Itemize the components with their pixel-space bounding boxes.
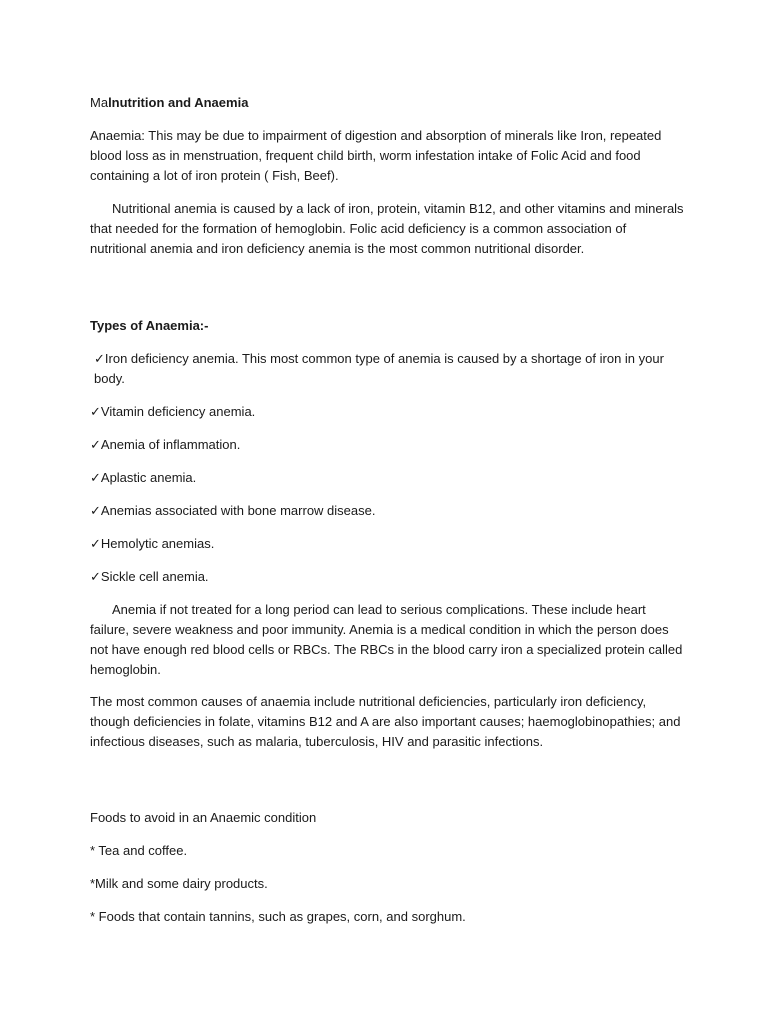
list-item: ✓Aplastic anemia. (90, 469, 197, 485)
title-rest: lnutrition and Anaemia (108, 95, 249, 110)
list-item: ✓Vitamin deficiency anemia. (90, 403, 256, 419)
causes-paragraph: The most common causes of anaemia include nutritional deficiencies, particularly iron deficiency, though deficiencies in folate, vitamins B12 and A are also important causes; haemoglobinopathies; and infectious diseases, such as malaria, tuberculosis, HIV and parasitic infections. (90, 694, 681, 749)
list-item: ✓Sickle cell anemia. (90, 568, 209, 584)
complications-paragraph: Anemia if not treated for a long period can lead to serious complications. These include heart failure, severe weakness and poor immunity. Anemia is a medical condition in which the person does not have enough red blood cells or RBCs. The RBCs in the blood carry iron a specialized protein called hemoglobin. (90, 601, 683, 677)
document-page (90, 93, 686, 940)
list-item: *Milk and some dairy products. (90, 875, 268, 891)
foods-heading: Foods to avoid in an Anaemic condition (90, 809, 317, 825)
list-item: ✓Anemias associated with bone marrow disease. (90, 502, 376, 518)
list-item: * Tea and coffee. (90, 842, 188, 858)
title-lead: Ma (90, 95, 109, 110)
types-heading: Types of Anaemia:- (90, 318, 209, 333)
list-item: * Foods that contain tannins, such as grapes, corn, and sorghum. (90, 908, 466, 924)
types-list (90, 349, 686, 587)
list-item: ✓Iron deficiency anemia. This most common type of anemia is caused by a shortage of iron in your body. (94, 350, 664, 386)
spacer (90, 271, 686, 316)
document-title (90, 93, 686, 113)
list-item: ✓Hemolytic anemias. (90, 535, 215, 551)
foods-list (90, 841, 686, 927)
list-item: ✓Anemia of inflammation. (90, 436, 241, 452)
nutritional-anemia-paragraph: Nutritional anemia is caused by a lack of iron, protein, vitamin B12, and other vitamins and minerals that needed for the formation of hemoglobin. Folic acid deficiency is a common association of nutritional anemia and iron deficiency anemia is the most common nutritional disorder. (90, 200, 684, 256)
intro-paragraph: Anaemia: This may be due to impairment of digestion and absorption of minerals like Iron, repeated blood loss as in menstruation, frequent child birth, worm infestation intake of Folic Acid and food containing a lot of iron protein ( Fish, Beef). (90, 128, 662, 183)
spacer (90, 765, 686, 808)
